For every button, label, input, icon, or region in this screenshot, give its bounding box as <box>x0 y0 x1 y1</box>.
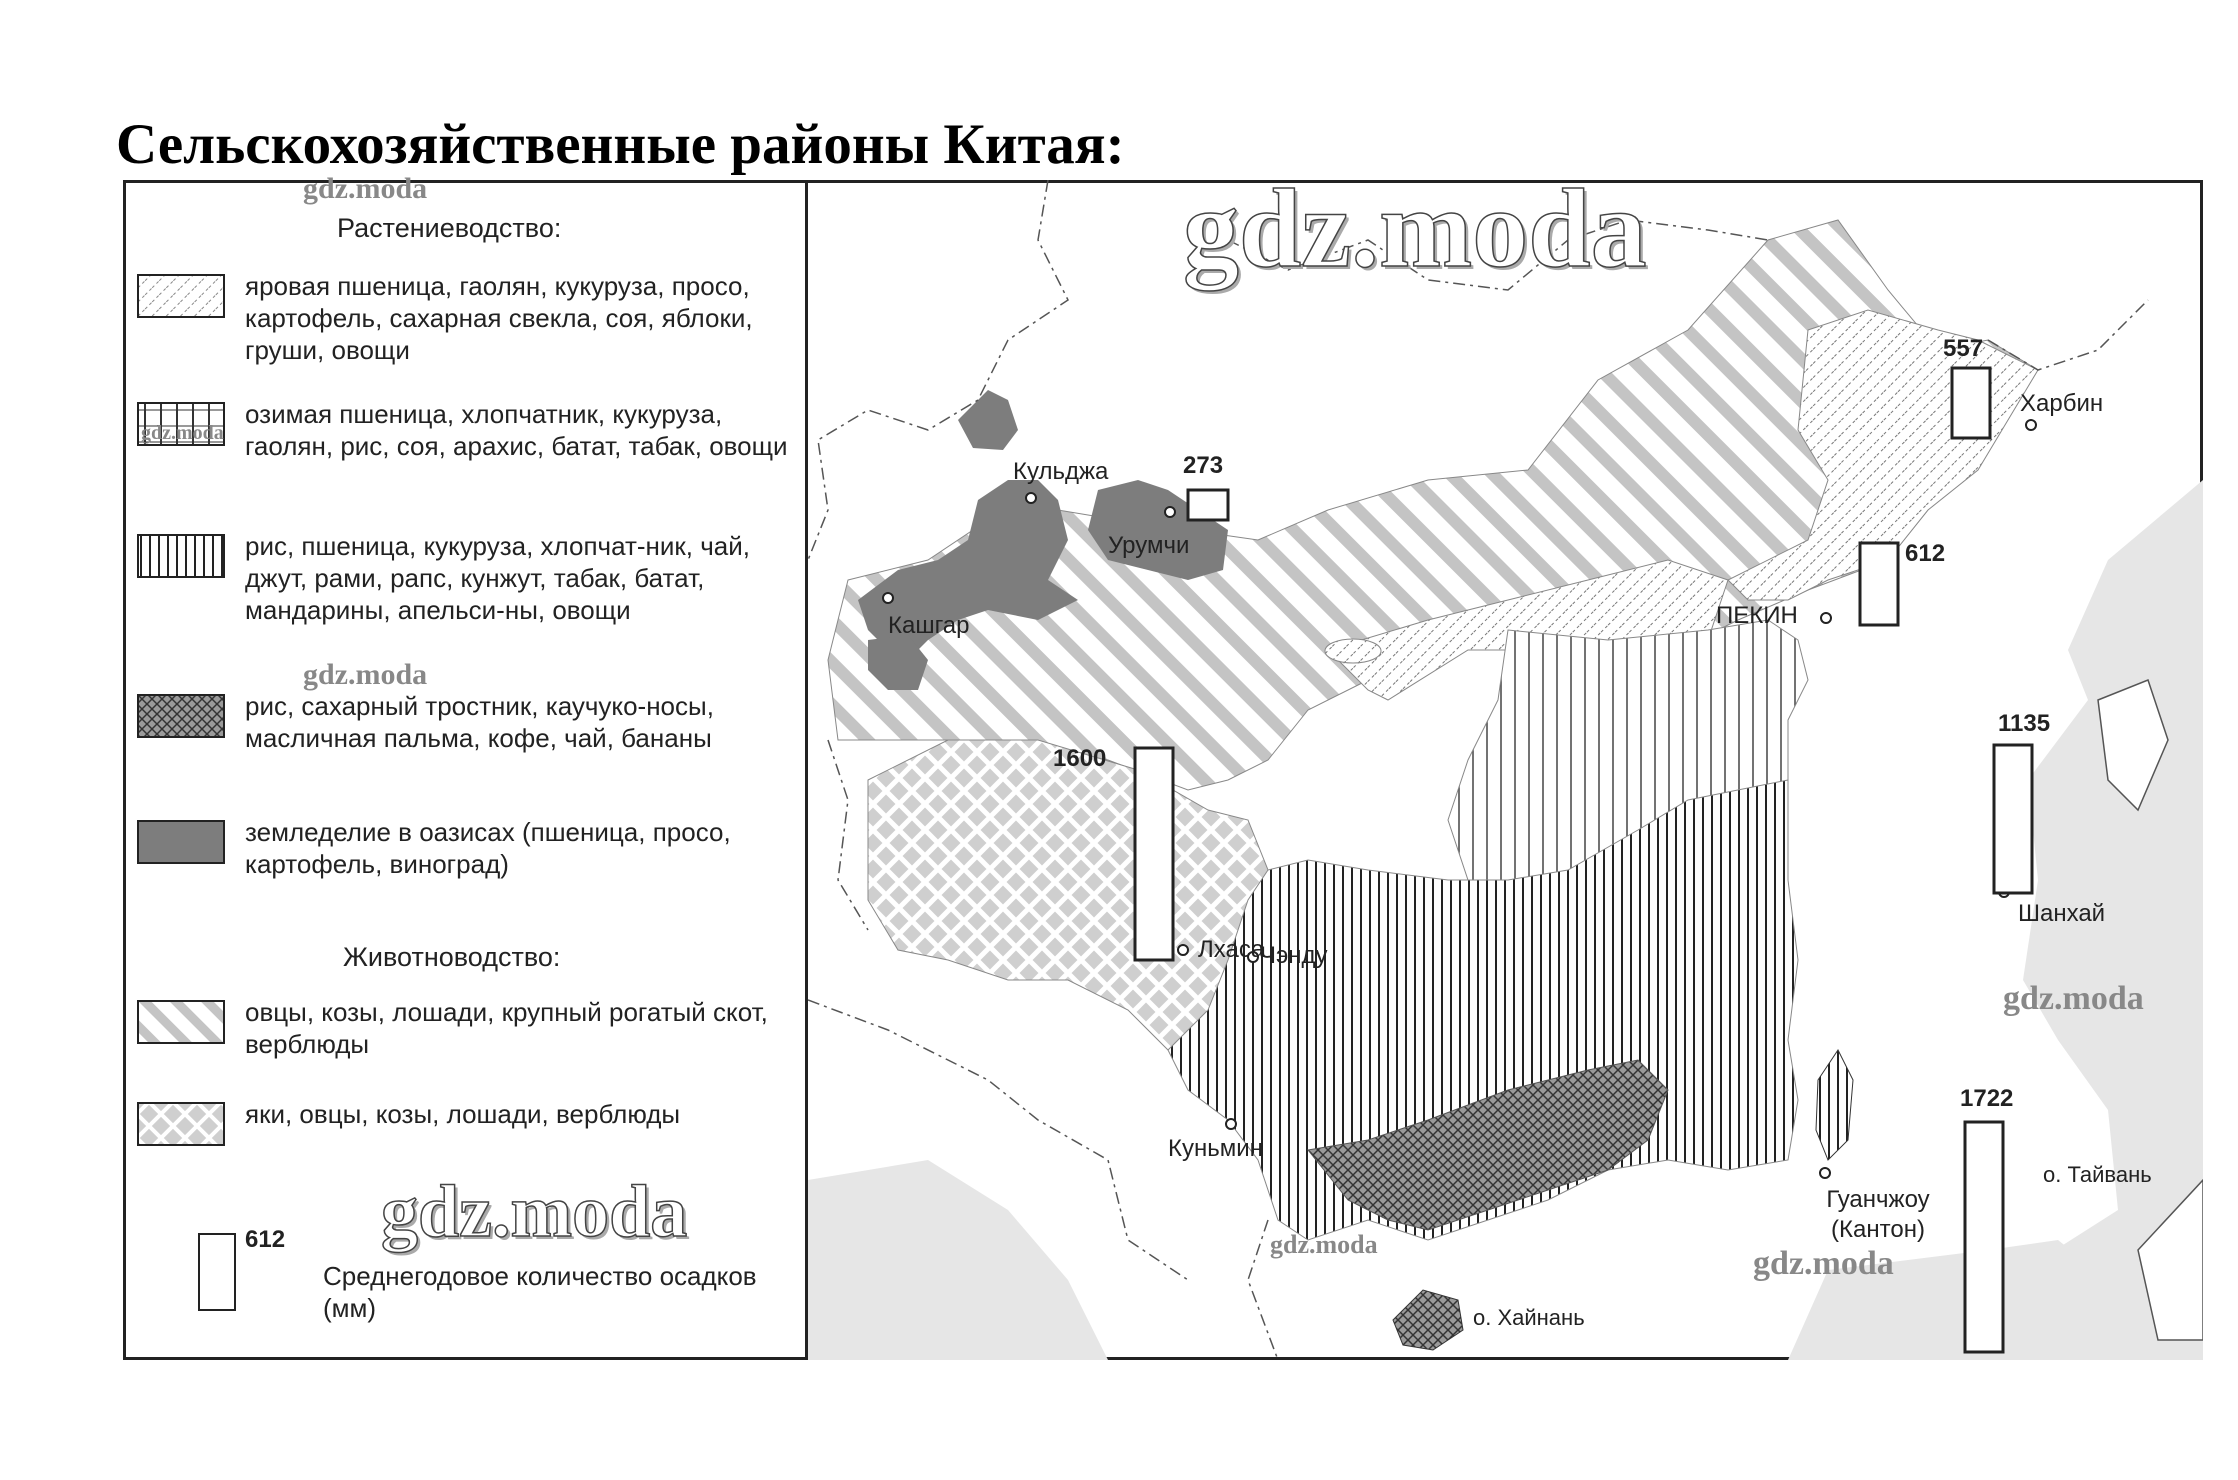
legend-panel <box>123 172 808 1360</box>
precip-legend-text: Среднегодовое количество осадков (мм) <box>323 1261 757 1323</box>
legend-text: яровая пшеница, гаолян, кукуруза, просо, картофель, сахарная свекла, соя, яблоки, груши, овощи <box>245 271 753 365</box>
precip-value-shanghai: 1135 <box>1998 710 2051 737</box>
watermark: gdz.moda <box>381 1171 688 1253</box>
legend-item-rice-sugarcane <box>137 690 805 754</box>
hainan-island <box>1393 1290 1463 1350</box>
crop-heading: Растениеводство: <box>337 213 562 243</box>
city-label-kashgar: Кашгар <box>888 612 970 639</box>
island-label-taiwan: о. Тайвань <box>2043 1162 2152 1187</box>
spring-wheat-patch <box>1325 639 1381 663</box>
watermark: gdz.moda <box>141 422 224 444</box>
watermark: gdz.moda <box>2003 980 2144 1017</box>
legend-item-yak <box>137 1098 805 1146</box>
watermark: gdz.moda <box>1183 180 1647 291</box>
precip-value-urumqi: 273 <box>1183 452 1224 479</box>
yak-zone <box>868 740 1268 1050</box>
precip-value-harbin: 557 <box>1943 335 1984 362</box>
taiwan-island <box>1816 1050 1853 1160</box>
rice-wheat-swatch <box>137 534 225 578</box>
legend-item-rice-wheat <box>137 530 805 626</box>
watermark: gdz.moda <box>303 172 428 205</box>
watermark: gdz.moda <box>303 658 428 691</box>
legend-item-winter-wheat <box>137 398 805 462</box>
legend-item-spring-wheat <box>137 270 805 366</box>
city-label-kunming: Куньмин <box>1168 1135 1263 1162</box>
land-se-asia <box>808 1160 1108 1360</box>
livestock-heading: Животноводство: <box>343 942 561 972</box>
city-label-urumqi: Урумчи <box>1108 532 1190 559</box>
precip-value-beijing: 612 <box>1905 540 1946 567</box>
city-label-chengdu: Чэнду <box>1260 942 1328 969</box>
sheep-swatch <box>137 1000 225 1044</box>
city-label-harbin: Харбин <box>2020 390 2104 417</box>
city-label-shanghai: Шанхай <box>2018 900 2106 927</box>
legend-text: яки, овцы, козы, лошади, верблюды <box>245 1099 681 1129</box>
city-label-kuldzha: Кульджа <box>1013 458 1109 485</box>
legend-text: овцы, козы, лошади, крупный рогатый скот, верблюды <box>245 997 768 1059</box>
watermark: gdz.moda <box>1753 1245 1894 1282</box>
precip-bar-swatch <box>198 1233 236 1311</box>
precip-legend-value: 612 <box>245 1226 286 1253</box>
legend-item-sheep <box>137 996 805 1060</box>
city-label-beijing: ПЕКИН <box>1716 602 1798 629</box>
precip-value-guangzhou: 1722 <box>1960 1085 2014 1112</box>
city-label-lhasa: Лхаса <box>1198 936 1265 963</box>
spring-wheat-swatch <box>137 274 225 318</box>
city-label-guangzhou: Гуанчжоу (Кантон) <box>1826 1186 1930 1243</box>
rice-sugarcane-swatch <box>137 694 225 738</box>
legend-text: земледелие в оазисах (пшеница, просо, картофель, виноград) <box>245 817 731 879</box>
oasis-swatch <box>137 820 225 864</box>
oasis-kuldzha <box>958 390 1018 450</box>
yak-swatch <box>137 1102 225 1146</box>
page-title: Сельскохозяйственные районы Китая: <box>116 113 1125 176</box>
map-canvas <box>808 180 2203 1360</box>
legend-item-oasis <box>137 816 805 880</box>
legend-text: озимая пшеница, хлопчатник, кукуруза, гаолян, рис, соя, арахис, батат, табак, овощи <box>245 399 788 461</box>
legend-text: рис, пшеница, кукуруза, хлопчат-ник, чай, джут, рами, рапс, кунжут, табак, батат, мандарины, апельси-ны, овощи <box>245 531 751 625</box>
precip-value-lhasa: 1600 <box>1053 745 1107 772</box>
china-map <box>808 180 2203 1360</box>
legend-text: рис, сахарный тростник, каучуко-носы, масличная пальма, кофе, чай, бананы <box>245 691 714 753</box>
island-label-hainan: о. Хайнань <box>1473 1305 1585 1330</box>
watermark: gdz.moda <box>1270 1230 1378 1259</box>
